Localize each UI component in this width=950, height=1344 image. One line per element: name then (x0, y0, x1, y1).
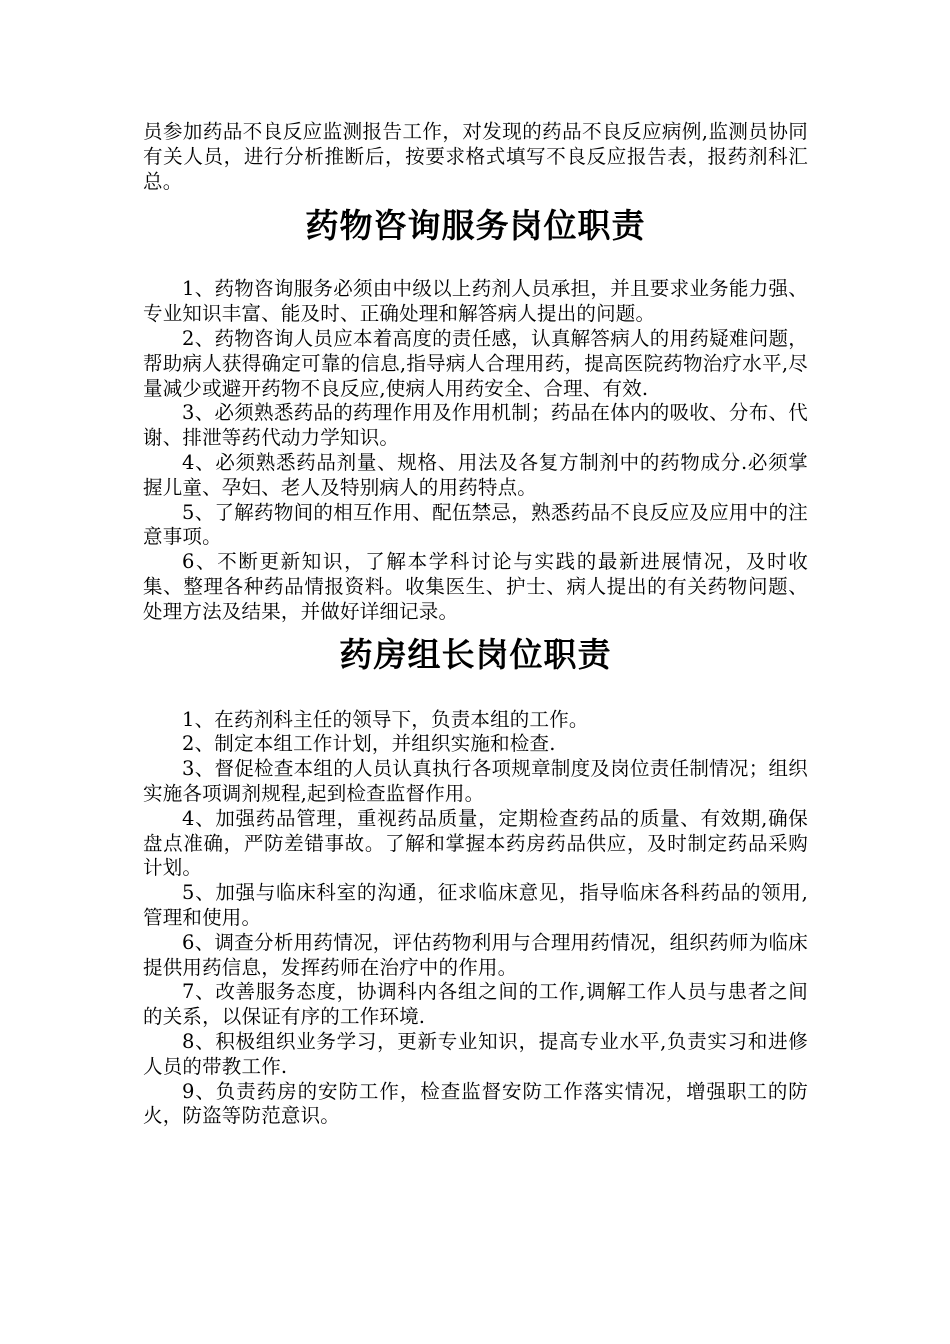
document-page (143, 120, 808, 1129)
list-item: 4、必须熟悉药品剂量、规格、用法及各复方制剂中的药物成分.必须掌握儿童、孕妇、老人及特别病人的用药特点。 (143, 450, 808, 499)
list-item: 3、督促检查本组的人员认真执行各项规章制度及岗位责任制情况；组织实施各项调剂规程,起到检查监督作用。 (143, 757, 808, 805)
list-item: 9、负责药房的安防工作，检查监督安防工作落实情况，增强职工的防火，防盗等防范意识。 (143, 1079, 808, 1128)
list-item: 1、药物咨询服务必须由中级以上药剂人员承担，并且要求业务能力强、专业知识丰富、能及时、正确处理和解答病人提出的问题。 (143, 277, 808, 326)
list-item: 6、不断更新知识，了解本学科讨论与实践的最新进展情况，及时收 集、整理各种药品情报资料。收集医生、护士、病人提出的有关药物问题、处理方法及结果，并做好详细记录。 (143, 550, 808, 623)
list-item: 4、加强药品管理，重视药品质量，定期检查药品的质量、有效期,确保盘点准确，严防差错事故。了解和掌握本药房药品供应，及时制定药品采购计划。 (143, 806, 808, 880)
list-item: 7、改善服务态度，协调科内各组之间的工作,调解工作人员与患者之间的关系，以保证有序的工作环境. (143, 980, 808, 1029)
section-title-pharmacy-leader: 药房组长岗位职责 (339, 634, 612, 674)
list-item: 1、在药剂科主任的领导下，负责本组的工作。 (182, 707, 589, 731)
list-item: 8、积极组织业务学习，更新专业知识，提高专业水平,负责实习和进修人员的带教工作. (143, 1029, 808, 1078)
section-drug-consultation-list (143, 277, 808, 624)
list-item: 2、药物咨询人员应本着高度的责任感，认真解答病人的用药疑难问题，帮助病人获得确定可靠的信息,指导病人合理用药，提高医院药物治疗水平,尽量减少或避开药物不良反应,使病人用药安全、合理、有效. (143, 326, 808, 400)
list-item: 5、加强与临床科室的沟通，征求临床意见，指导临床各科药品的领用,管理和使用。 (143, 881, 808, 929)
list-item: 3、必须熟悉药品的药理作用及作用机制；药品在体内的吸收、分布、代谢、排泄等药代动力学知识。 (143, 401, 808, 450)
section-pharmacy-leader-list (143, 708, 808, 1130)
section-title-drug-consultation: 药物咨询服务岗位职责 (305, 206, 646, 246)
list-item: 2、制定本组工作计划，并组织实施和检查. (182, 732, 556, 756)
list-item: 5、了解药物间的相互作用、配伍禁忌，熟悉药品不良反应及应用中的注意事项。 (143, 500, 808, 549)
intro-paragraph: 员参加药品不良反应监测报告工作，对发现的药品不良反应病例,监测员协同有关人员，进行分析推断后，按要求格式填写不良反应报告表，报药剂科汇总。 (143, 120, 808, 193)
list-item: 6、调查分析用药情况，评估药物利用与合理用药情况，组织药师为临床提供用药信息，发挥药师在治疗中的作用。 (143, 930, 808, 979)
